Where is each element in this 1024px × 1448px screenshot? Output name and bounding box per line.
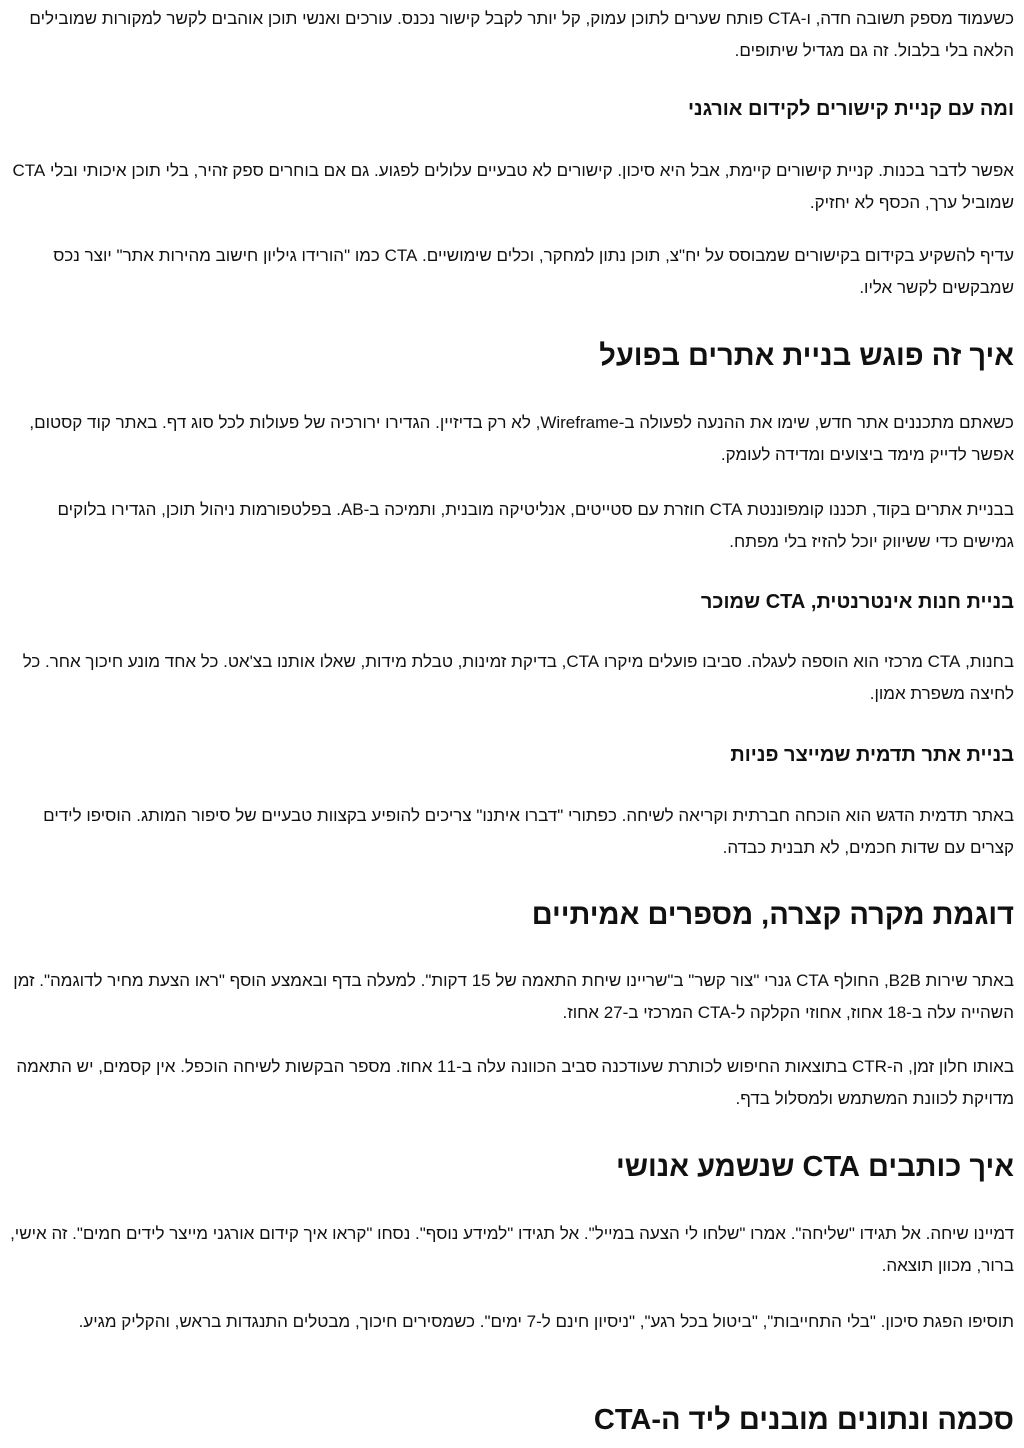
paragraph-buying-links-1: אפשר לדבר בכנות. קניית קישורים קיימת, אבל היא סיכון. קישורים לא טבעיים עלולים לפגוע. גם אם בוחרים ספק זהיר, בלי תוכן איכותי ובלי CTA שמוביל ערך, הכסף לא יחזיק. <box>12 161 1014 212</box>
paragraph-ecommerce: בחנות, CTA מרכזי הוא הוספה לעגלה. סביבו פועלים מיקרו CTA, בדיקת זמינות, טבלת מידות, שאלו אותנו בצ'אט. כל אחד מונע חיכוך אחר. כל לחיצה משפרת אמון. <box>22 652 1014 703</box>
heading-brand-site: בניית אתר תדמית שמייצר פניות <box>730 744 1014 766</box>
heading-buying-links: ומה עם קניית קישורים לקידום אורגני <box>687 98 1014 120</box>
paragraph-intro: כשעמוד מספק תשובה חדה, ו-CTA פותח שערים לתוכן עמוק, קל יותר לקבל קישור נכנס. עורכים ואנשי תוכן אוהבים לקשר למקורות שמובילים הלאה בלי בלבול. זה גם מגדיל שיתופים. <box>29 9 1014 60</box>
heading-human-cta: איך כותבים CTA שנשמע אנושי <box>615 1151 1014 1183</box>
paragraph-human-cta-1: דמיינו שיחה. אל תגידו "שליחה". אמרו "שלחו לי הצעה במייל". אל תגידו "למידע נוסף". נסחו "קראו איך קידום אורגני מייצר לידים חמים". זה אישי, ברור, מכוון תוצאה. <box>10 1224 1014 1275</box>
heading-website-building: איך זה פוגש בניית אתרים בפועל <box>599 340 1014 372</box>
heading-schema: סכמה ונתונים מובנים ליד ה-CTA <box>593 1404 1014 1436</box>
paragraph-website-building-2: בבניית אתרים בקוד, תכננו קומפוננטת CTA חוזרת עם סטייטים, אנליטיקה מובנית, ותמיכה ב-AB. בפלטפורמות ניהול תוכן, הגדירו בלוקים גמישים כדי ששיווק יוכל להזיז בלי מפתח. <box>57 500 1014 551</box>
heading-case-study: דוגמת מקרה קצרה, מספרים אמיתיים <box>531 899 1014 931</box>
paragraph-website-building-1: כשאתם מתכננים אתר חדש, שימו את ההנעה לפעולה ב-Wireframe, לא רק בדיזיין. הגדירו ירורכיה של פעולות לכל סוג דף. באתר קוד קסטום, אפשר לדייק מימד ביצועים ומדידה לעומק. <box>29 413 1014 464</box>
heading-ecommerce: בניית חנות אינטרנטית, CTA שמוכר <box>700 591 1014 613</box>
paragraph-case-study-1: באתר שירות B2B, החולף CTA גנרי "צור קשר" ב"שריינו שיחת התאמה של 15 דקות". למעלה בדף ובאמצע הוסף "ראו הצעת מחיר לדוגמה". זמן השהייה עלה ב-18 אחוז, אחוזי הקלקה ל-CTA המרכזי ב-27 אחוז. <box>13 971 1014 1022</box>
paragraph-case-study-2: באותו חלון זמן, ה-CTR בתוצאות החיפוש לכותרת שעודכנה סביב הכוונה עלה ב-11 אחוז. מספר הבקשות לשיחה הוכפל. אין קסמים, יש התאמה מדויקת לכוונת המשתמש ולמסלול בדף. <box>16 1057 1014 1108</box>
paragraph-brand-site: באתר תדמית הדגש הוא הוכחה חברתית וקריאה לשיחה. כפתורי "דברו איתנו" צריכים להופיע בקצוות טבעיים של סיפור המותג. הוסיפו לידים קצרים עם שדות חכמים, לא תבנית כבדה. <box>43 806 1014 857</box>
paragraph-human-cta-2: תוסיפו הפגת סיכון. "בלי התחייבות", "ביטול בכל רגע", "ניסיון חינם ל-7 ימים". כשמסירים חיכוך, מבטלים התנגדות בראש, והקליק מגיע. <box>78 1312 1014 1331</box>
paragraph-buying-links-2: עדיף להשקיע בקידום בקישורים שמבוסס על יח"צ, תוכן נתון למחקר, וכלים שימושיים. CTA כמו "הורידו גיליון חישוב מהירות אתר" יוצר נכס שמבקשים לקשר אליו. <box>53 246 1014 297</box>
